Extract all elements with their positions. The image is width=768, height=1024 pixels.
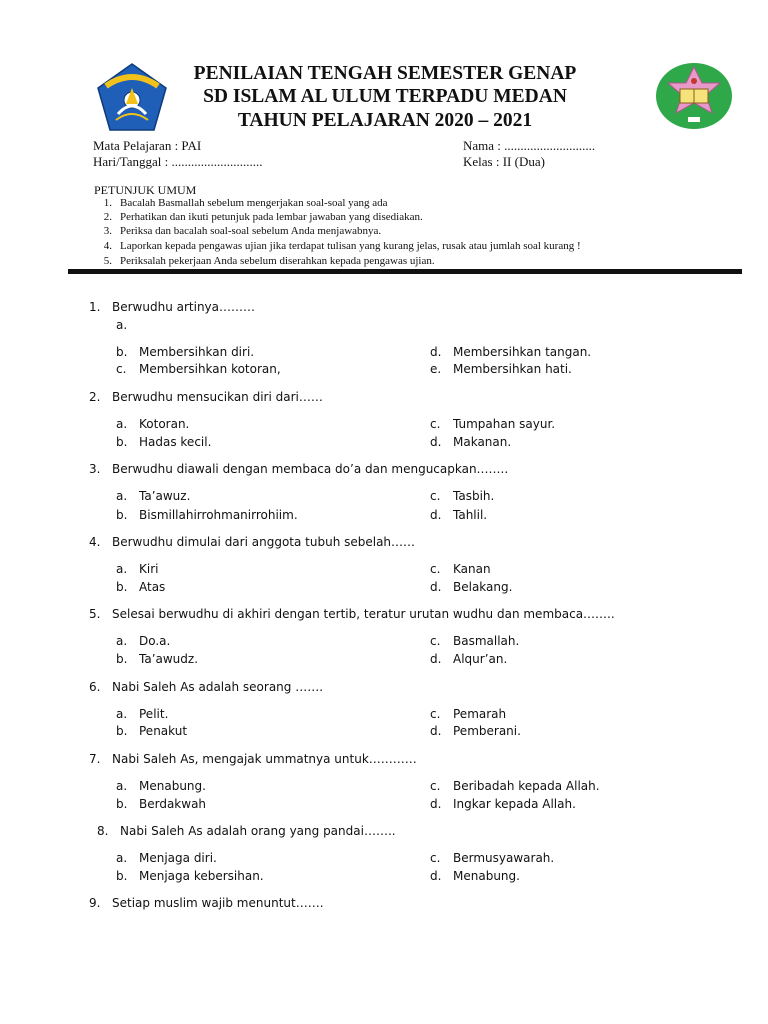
option-c: c. Tumpahan sayur. bbox=[430, 417, 556, 431]
question-3: 3. Berwudhu diawali dengan membaca do’a dan mengucapkan…….. bbox=[89, 462, 509, 476]
option-b: b. Atas bbox=[116, 580, 166, 594]
option-a: a. Menjaga diri. bbox=[116, 851, 217, 865]
school-crest-logo bbox=[654, 61, 734, 131]
option-c: c. Bermusyawarah. bbox=[430, 851, 555, 865]
option-a: a. Kotoran. bbox=[116, 417, 190, 431]
instruction-item: 4. Laporkan kepada pengawas ujian jika terdapat tulisan yang kurang jelas, rusak atau jumlah soal kurang ! bbox=[103, 240, 581, 252]
option-b: b. Menjaga kebersihan. bbox=[116, 869, 264, 883]
option-c: c. Kanan bbox=[430, 562, 491, 576]
class-field: Kelas : II (Dua) bbox=[463, 154, 545, 169]
option-c: c. Basmallah. bbox=[430, 634, 520, 648]
instruction-item: 2. Perhatikan dan ikuti petunjuk pada lembar jawaban yang disediakan. bbox=[103, 211, 423, 223]
option-a: a. Pelit. bbox=[116, 707, 169, 721]
option-d: d. Belakang. bbox=[430, 580, 513, 594]
subject-field: Mata Pelajaran : PAI bbox=[93, 138, 202, 153]
title-line-2: SD ISLAM AL ULUM TERPADU MEDAN bbox=[203, 86, 567, 107]
question-4: 4. Berwudhu dimulai dari anggota tubuh sebelah…… bbox=[89, 535, 416, 549]
instruction-item: 1. Bacalah Basmallah sebelum mengerjakan soal-soal yang ada bbox=[103, 197, 388, 209]
option-d: d. Makanan. bbox=[430, 435, 512, 449]
title-line-3: TAHUN PELAJARAN 2020 – 2021 bbox=[237, 110, 533, 131]
option-b: b. Hadas kecil. bbox=[116, 435, 212, 449]
option-b: b. Ta’awudz. bbox=[116, 652, 199, 666]
option-a: a. Kiri bbox=[116, 562, 159, 576]
option-c: c. Beribadah kepada Allah. bbox=[430, 779, 600, 793]
option-d: d. Membersihkan tangan. bbox=[430, 345, 592, 359]
option-a: a. Ta’awuz. bbox=[116, 489, 191, 503]
header-divider bbox=[68, 269, 742, 274]
option-b: b. Membersihkan diri. bbox=[116, 345, 255, 359]
date-field: Hari/Tanggal : ............................ bbox=[93, 154, 263, 169]
question-6: 6. Nabi Saleh As adalah seorang ……. bbox=[89, 680, 324, 694]
option-a: a. Do.a. bbox=[116, 634, 171, 648]
option-c: c. Membersihkan kotoran, bbox=[116, 362, 281, 376]
option-b: b. Penakut bbox=[116, 724, 188, 738]
option-d: d. Menabung. bbox=[430, 869, 520, 883]
instruction-item: 5. Periksalah pekerjaan Anda sebelum diserahkan kepada pengawas ujian. bbox=[103, 255, 435, 267]
title-line-1: PENILAIAN TENGAH SEMESTER GENAP bbox=[193, 63, 577, 84]
name-field: Nama : ............................ bbox=[463, 138, 596, 153]
option-a: a. bbox=[116, 318, 128, 332]
option-a: a. Menabung. bbox=[116, 779, 206, 793]
question-5: 5. Selesai berwudhu di akhiri dengan tertib, teratur urutan wudhu dan membaca…….. bbox=[89, 607, 615, 621]
question-8: 8. Nabi Saleh As adalah orang yang pandai…….. bbox=[97, 824, 396, 838]
option-c: c. Pemarah bbox=[430, 707, 507, 721]
option-d: d. Alqur’an. bbox=[430, 652, 508, 666]
option-d: d. Ingkar kepada Allah. bbox=[430, 797, 576, 811]
instruction-item: 3. Periksa dan bacalah soal-soal sebelum Anda menjawabnya. bbox=[103, 225, 382, 237]
question-7: 7. Nabi Saleh As, mengajak ummatnya untuk………… bbox=[89, 752, 417, 766]
option-b: b. Berdakwah bbox=[116, 797, 207, 811]
option-c: c. Tasbih. bbox=[430, 489, 495, 503]
option-d: d. Tahlil. bbox=[430, 508, 488, 522]
instructions-title: PETUNJUK UMUM bbox=[94, 183, 197, 197]
option-e: e. Membersihkan hati. bbox=[430, 362, 572, 376]
question-1: 1. Berwudhu artinya……… bbox=[89, 300, 255, 314]
question-2: 2. Berwudhu mensucikan diri dari…… bbox=[89, 390, 323, 404]
option-d: d. Pemberani. bbox=[430, 724, 521, 738]
option-b: b. Bismillahirrohmanirrohiim. bbox=[116, 508, 298, 522]
question-9: 9. Setiap muslim wajib menuntut……. bbox=[89, 896, 324, 910]
